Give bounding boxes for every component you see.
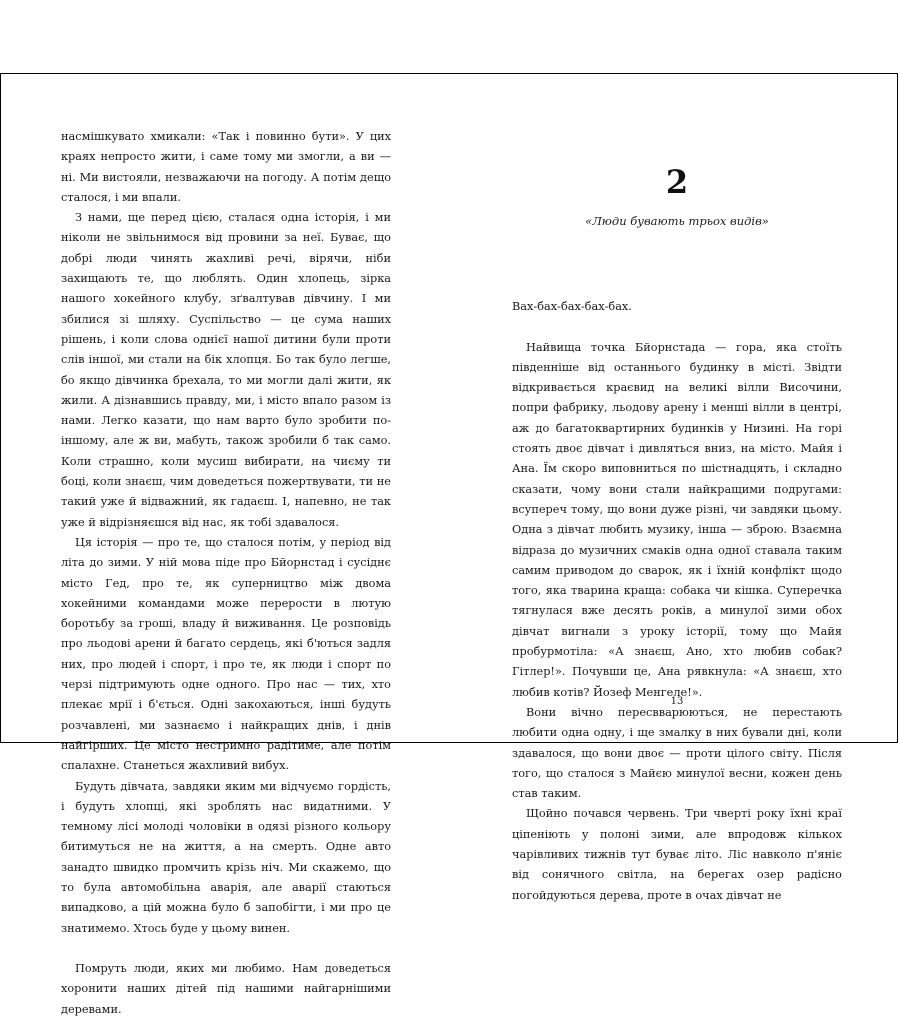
paragraph: Щойно почався червень. Три чверті року їхні краї ціпеніють у полоні зими, але впродовж кількох чарівливих тижнів тут буває літо. Ліс навколо п'яніє від сонячного світла, на берегах озер радісно погойдуються дерева, проте в очах дівчат не	[512, 807, 842, 902]
paragraph: Найвища точка Бйорнстада — гора, яка стоїть південніше від останнього будинку в місті. Звідти відкривається краєвид на великі вілли Височини, попри фабрику, льодову арену і менші вілли в центрі, аж до багатоквартирних будинків у Низині. На горі стоять двоє дівчат і дивляться вниз, на місто. Майя і Ана. Їм скоро виповниться по шістнадцять, і складно сказати, чому вони стали найкращими подругами: всупереч тому, що вони дуже різні, чи завдяки цьому. Одна з дівчат любить музику, інша — зброю. Взаємна відраза до музичних смаків одна одної ставала таким самим приводом до сварок, як і їхній конфлікт щодо того, яка тварина краща: собака чи кішка. Суперечка тягнулася вже десять років, а минулої зими обох дівчат вигнали з уроку історії, тому що Майя пробурмотіла: «А знаєш, Ано, хто любив собак? Гітлер!». Почувши це, Ана рявкнула: «А знаєш, хто любив котів? Йозеф Менгеле!».	[512, 340, 842, 699]
paragraph: З нами, ще перед цією, сталася одна історія, і ми ніколи не звільнимося від провини за неї. Буває, що добрі люди чинять жахливі речі, вірячи, ніби захищають те, що люблять. Один хлопець, зірка нашого хокейного клубу, зґвалтував дівчину. І ми збилися зі шляху. Суспільство — це сума наших рішень, і коли слова однієї нашої дитини були проти слів іншої, ми стали на бік хлопця. Бо так було легше, бо якщо дівчинка брехала, то ми могли далі жити, як жили. А дізнавшись правду, ми, і місто впало разом із нами. Легко казати, що нам варто було зробити по-іншому, але ж ви, мабуть, також зробили б так само. Коли страшно, коли мусиш вибирати, на чиєму ти боці, коли знаєш, чим доведеться пожертвувати, ти не такий уже й відважний, як гадаєш. І, напевно, не так уже й відрізняєшся від нас, як тобі здавалося.	[61, 211, 391, 529]
book-spread	[0, 73, 898, 1016]
right-page	[512, 74, 842, 902]
right-page-text	[512, 297, 842, 906]
chapter-title: «Люди бувають трьох видів»	[585, 214, 769, 228]
left-page	[61, 74, 391, 1016]
paragraph: Ця історія — про те, що сталося потім, у період від літа до зими. У ній мова піде про Бйорнстад і сусіднє місто Гед, про те, як суперництво між двома хокейними командами може перерости в лютую боротьбу за гроші, владу й виживання. Це розповідь про льодові арени й багато сердець, які б'ються задля них, про людей і спорт, і про те, як люди і спорт по черзі підтримують одне одного. Про нас — тих, хто плекає мрії і б'ється. Одні закохаються, інші будуть розчавлені, ми зазнаємо і найкращих днів, і днів найгірших. Це місто нестримно радітиме, але потім спалахне. Станеться жахливий вибух.	[61, 535, 391, 773]
paragraph: Помруть люди, яких ми любимо. Нам доведеться хоронити наших дітей під нашими найгарнішими деревами.	[61, 962, 391, 1016]
paragraph: насмішкувато хмикали: «Так і повинно бути». У цих краях непросто жити, і саме тому ми змогли, а ви — ні. Ми вистояли, незважаючи на погоду. А потім дещо сталося, і ми впали.	[61, 130, 391, 204]
paragraph: Вах-бах-бах-бах-бах.	[512, 300, 632, 313]
left-page-text	[61, 127, 391, 1020]
chapter-number: 2	[665, 163, 689, 201]
page-number: 13	[670, 696, 684, 707]
paragraph: Будуть дівчата, завдяки яким ми відчуємо гордість, і будуть хлопці, які зроблять нас видатними. У темному лісі молоді чоловіки в одязі різного кольору битимуться не на життя, а на смерть. Одне авто занадто швидко промчить крізь ніч. Ми скажемо, що то була автомобільна аварія, але аварії стаються випадково, а цій можна було б запобігти, і ми про це знатимемо. Хтось буде у цьому винен.	[61, 779, 391, 935]
paragraph: Вони вічно пересвварюються, не перестають любити одна одну, і ще змалку в них бували дні, коли здавалося, що вони двоє — проти цілого світу. Після того, що сталося з Майєю минулої весни, кожен день став таким.	[512, 705, 842, 801]
